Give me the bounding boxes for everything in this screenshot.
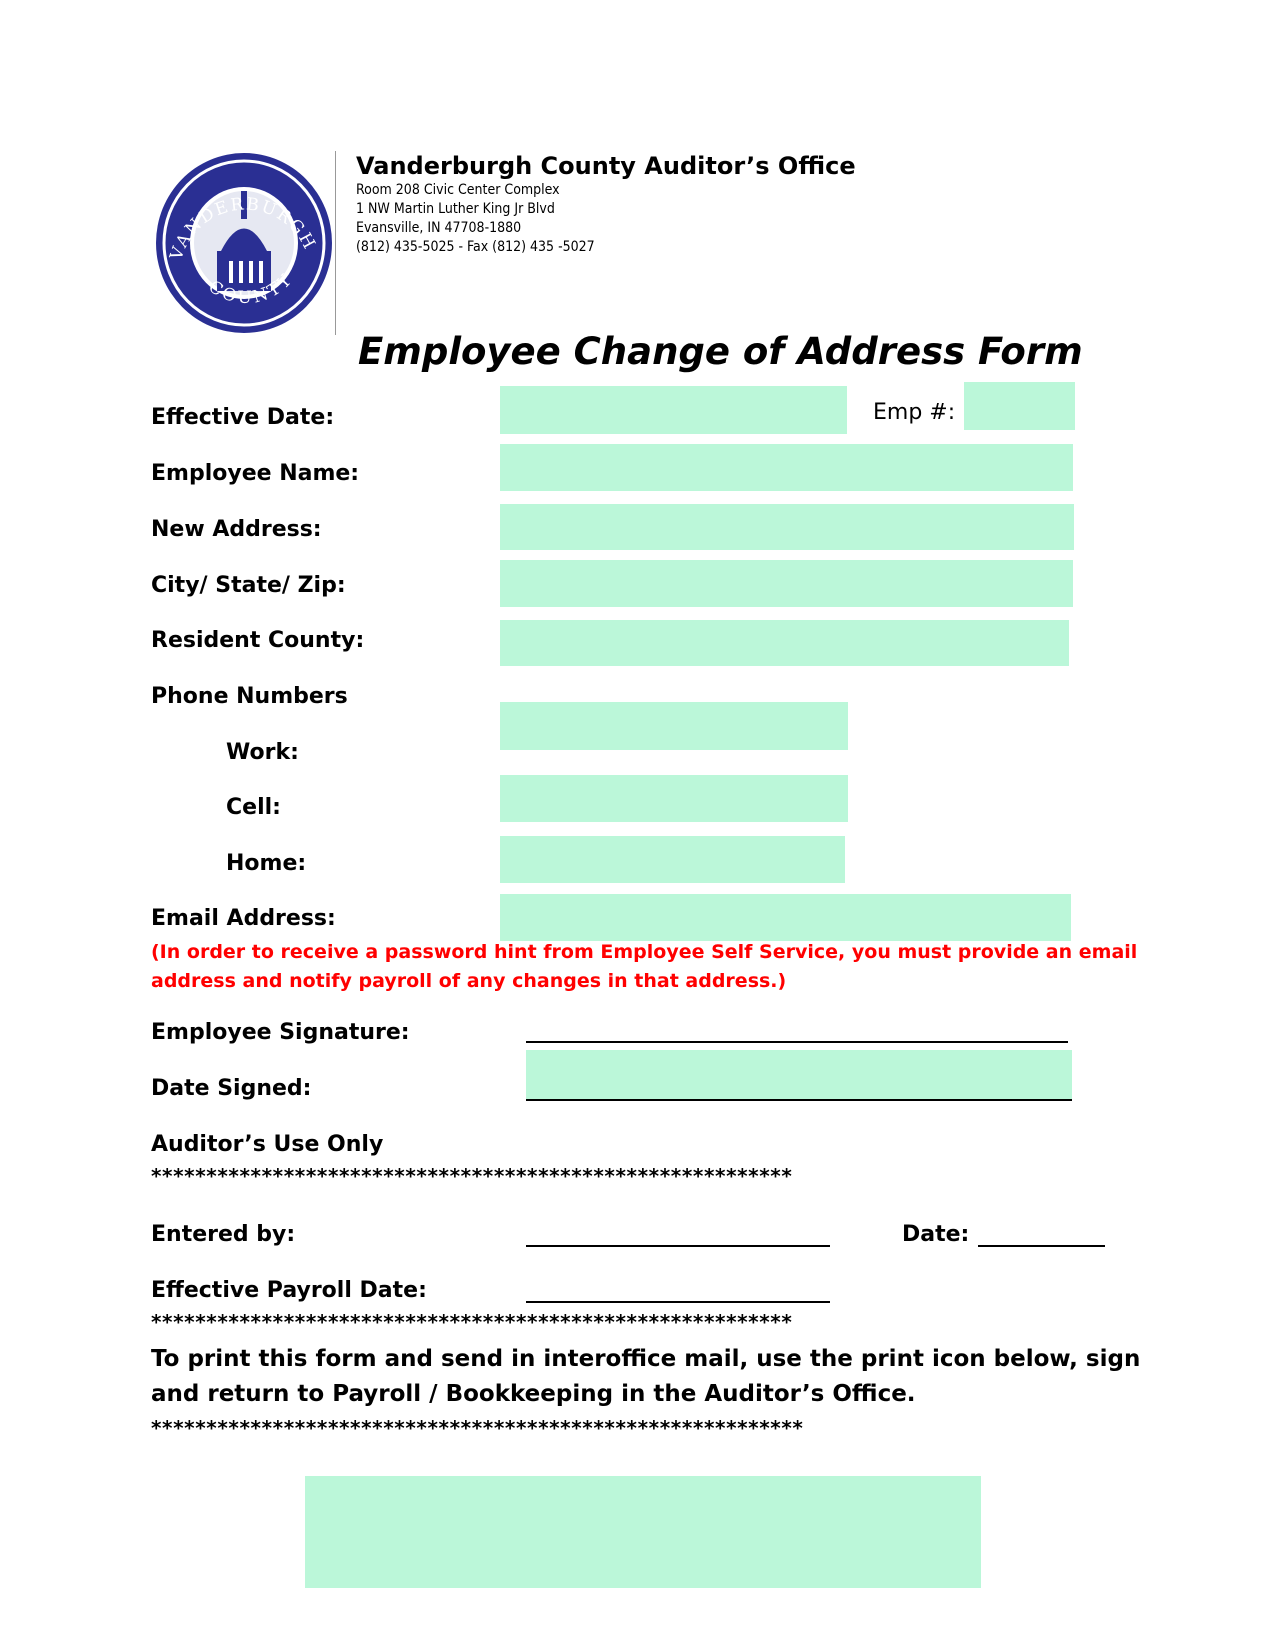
cell-phone-input[interactable] [500,775,848,822]
date-label: Date: [902,1222,970,1247]
city-state-zip-label: City/ State/ Zip: [151,573,346,598]
cell-phone-label: Cell: [226,795,281,820]
emp-num-input[interactable] [964,382,1075,430]
home-phone-input[interactable] [500,836,845,883]
date-signed-label: Date Signed: [151,1076,312,1101]
county-seal-logo [153,151,335,335]
email-note-line-2: address and notify payroll of any changes in that address.) [151,970,787,992]
signature-line[interactable] [526,1041,1068,1043]
work-phone-input[interactable] [500,702,848,750]
print-button-area[interactable] [305,1476,981,1588]
address-line: Evansville, IN 47708-1880 [356,220,522,236]
resident-county-input[interactable] [500,620,1069,666]
star-divider: ********************************************************** [151,1164,793,1188]
new-address-label: New Address: [151,517,322,542]
email-input[interactable] [500,894,1071,941]
new-address-input[interactable] [500,504,1074,550]
instructions-line-1: To print this form and send in interoffice mail, use the print icon below, sign [151,1346,1141,1372]
address-line: Room 208 Civic Center Complex [356,182,560,198]
city-state-zip-input[interactable] [500,560,1073,607]
office-name: Vanderburgh County Auditor’s Office [356,152,856,180]
date-line [978,1245,1105,1247]
entered-by-line [526,1245,830,1247]
effective-date-input[interactable] [500,386,847,434]
email-note-line-1: (In order to receive a password hint from Employee Self Service, you must provide an email [151,941,1138,963]
svg-text:COUNTY: COUNTY [204,268,298,308]
header-divider [335,151,336,335]
instructions-line-2: and return to Payroll / Bookkeeping in the Auditor’s Office. [151,1381,916,1407]
star-divider: ********************************************************** [151,1310,793,1334]
work-phone-label: Work: [226,740,299,765]
phone-numbers-heading: Phone Numbers [151,684,348,709]
svg-text:VANDERBURGH: VANDERBURGH [166,194,320,263]
auditor-use-heading: Auditor’s Use Only [151,1132,384,1157]
entered-by-label: Entered by: [151,1222,296,1247]
effective-payroll-date-label: Effective Payroll Date: [151,1278,427,1303]
emp-num-label: Emp #: [873,400,956,425]
employee-name-input[interactable] [500,444,1073,491]
star-divider: *********************************************************** [151,1416,804,1440]
home-phone-label: Home: [226,851,307,876]
employee-signature-label: Employee Signature: [151,1020,410,1045]
payroll-date-line [526,1301,830,1303]
effective-date-label: Effective Date: [151,405,335,430]
date-signed-input[interactable] [526,1050,1072,1101]
form-title: Employee Change of Address Form [358,330,1083,373]
resident-county-label: Resident County: [151,628,365,653]
email-label: Email Address: [151,906,336,931]
address-line: 1 NW Martin Luther King Jr Blvd [356,201,555,217]
phone-fax-line: (812) 435-5025 - Fax (812) 435 -5027 [356,239,595,255]
employee-name-label: Employee Name: [151,461,360,486]
